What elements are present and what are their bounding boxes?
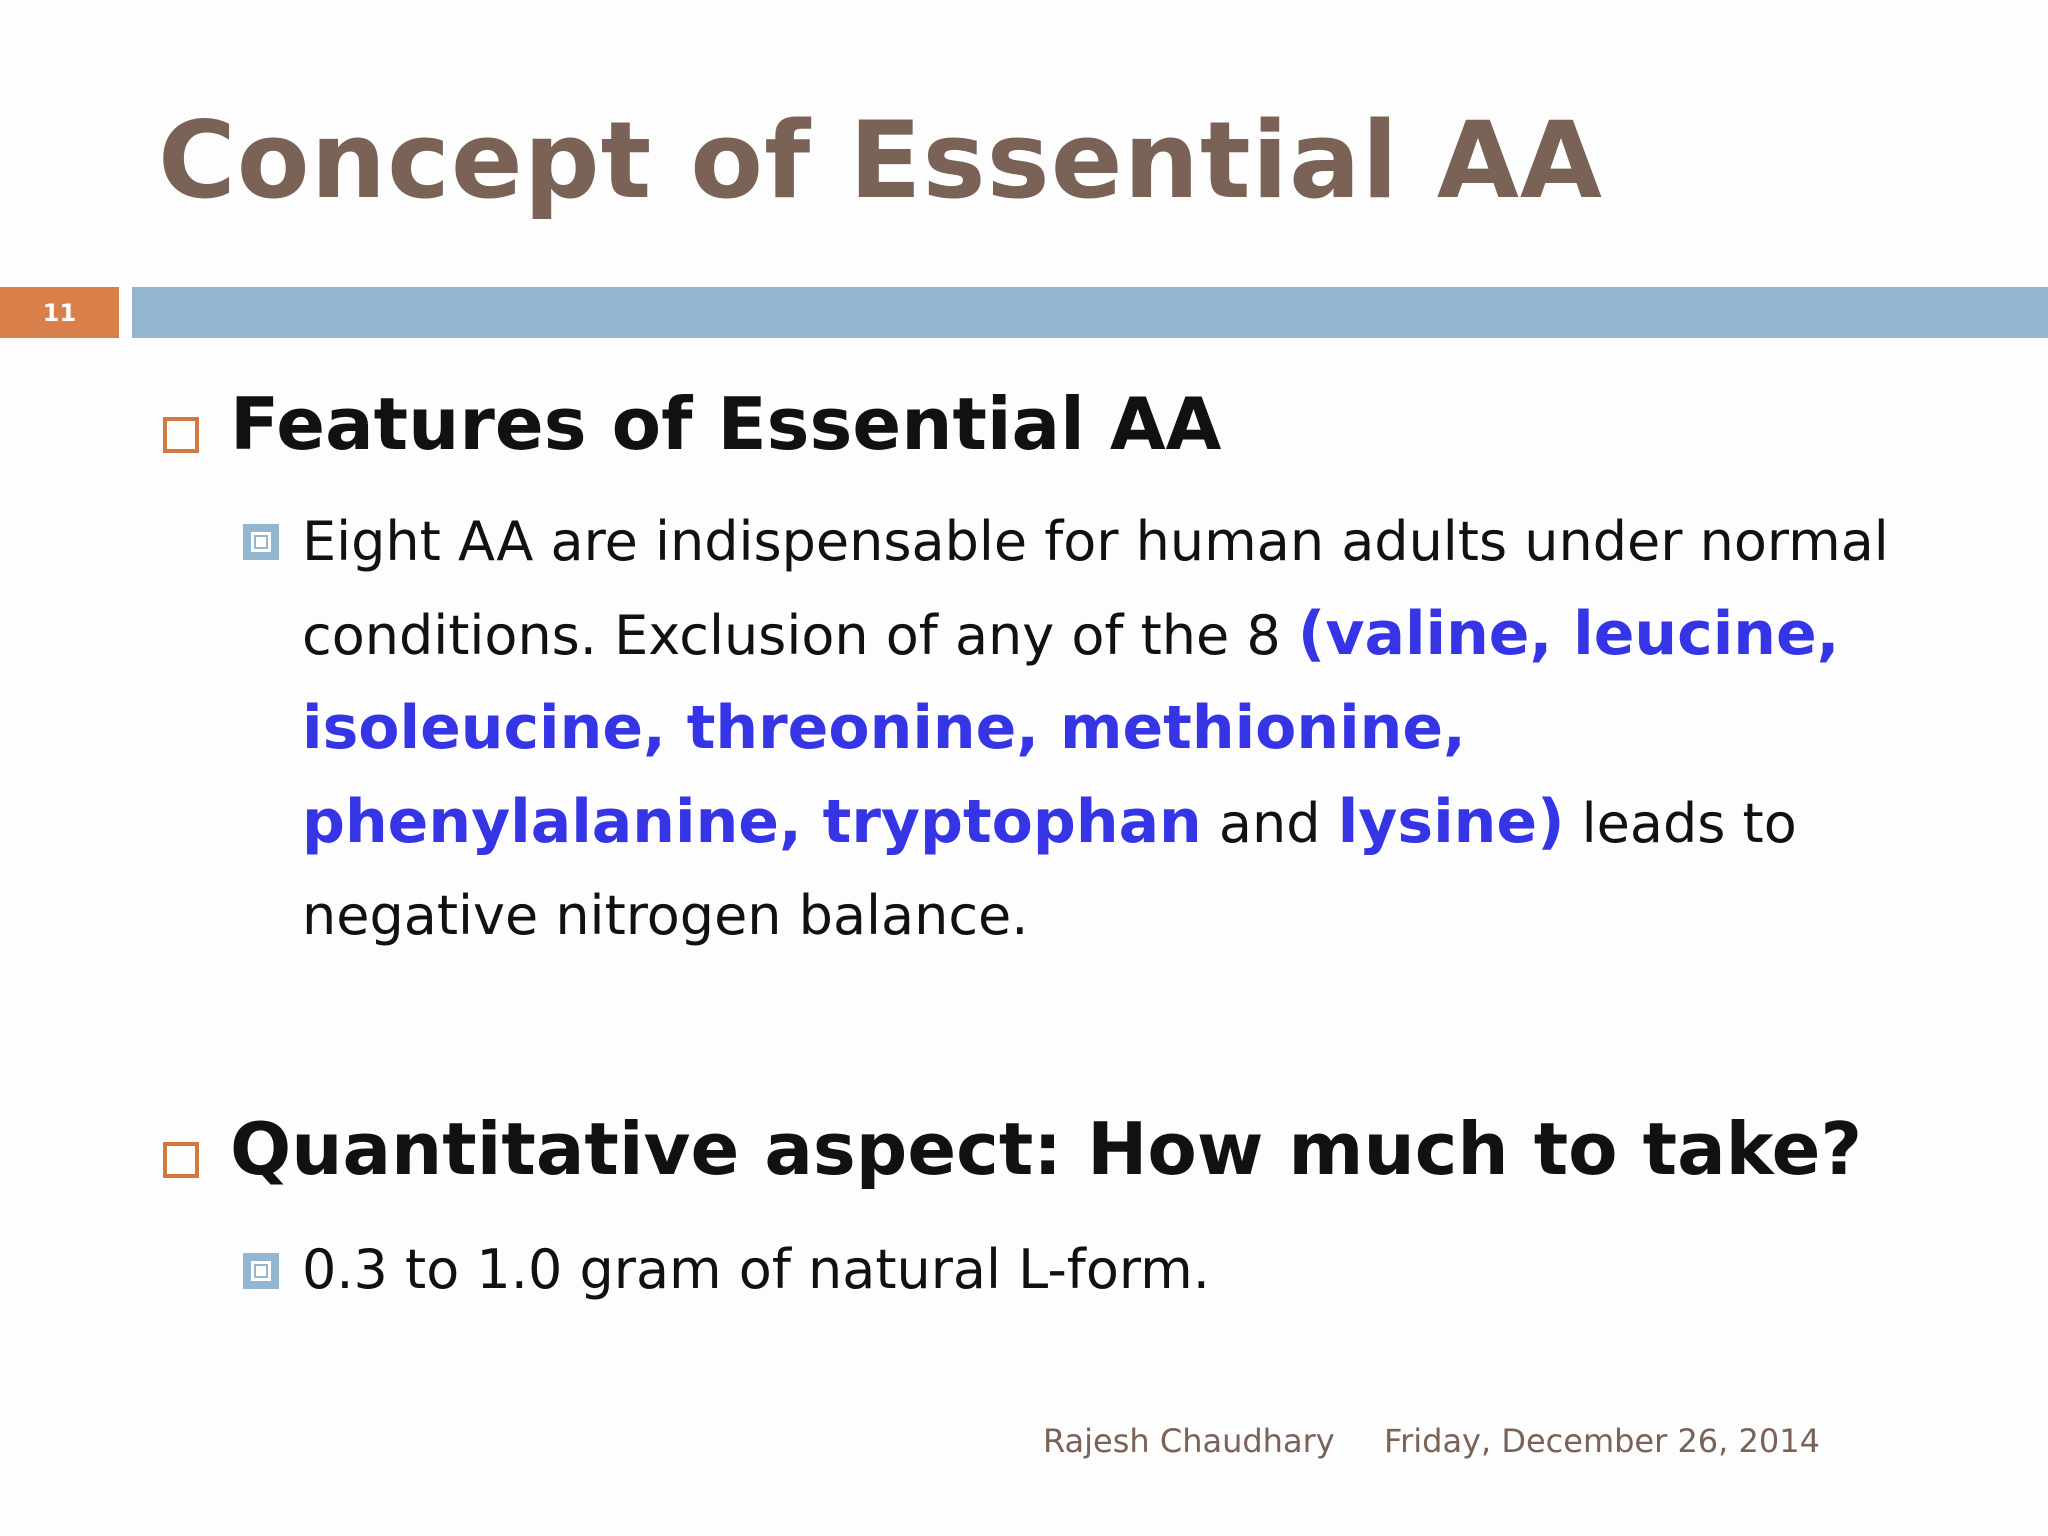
lysine-highlight: lysine) <box>1337 787 1565 857</box>
features-text-1: Eight AA are indispensable for human adults under normal conditions. Exclusion of any of the 8 <box>302 510 1889 667</box>
features-paragraph <box>302 496 1962 962</box>
square-bullet-icon <box>163 417 199 453</box>
quantity-paragraph: 0.3 to 1.0 gram of natural L-form. <box>302 1238 1210 1301</box>
square-bullet-icon <box>163 1142 199 1178</box>
amino-acid-list-highlight: (valine, leucine, isoleucine, threonine, methionine, phenylalanine, tryptophan <box>302 599 1840 857</box>
slide-title: Concept of Essential AA <box>158 99 1603 222</box>
footer-author: Rajesh Chaudhary <box>1043 1422 1335 1460</box>
section-heading-quantitative: Quantitative aspect: How much to take? <box>230 1107 1863 1191</box>
features-text-3: leads to negative nitrogen balance. <box>302 792 1797 947</box>
section-heading-features: Features of Essential AA <box>230 382 1222 466</box>
filled-square-bullet-icon <box>243 1253 279 1289</box>
features-text-2: and <box>1201 792 1338 855</box>
title-accent-bar <box>132 287 2048 338</box>
slide-number: 11 <box>0 287 119 338</box>
footer-date: Friday, December 26, 2014 <box>1384 1422 1820 1460</box>
filled-square-bullet-icon <box>243 524 279 560</box>
